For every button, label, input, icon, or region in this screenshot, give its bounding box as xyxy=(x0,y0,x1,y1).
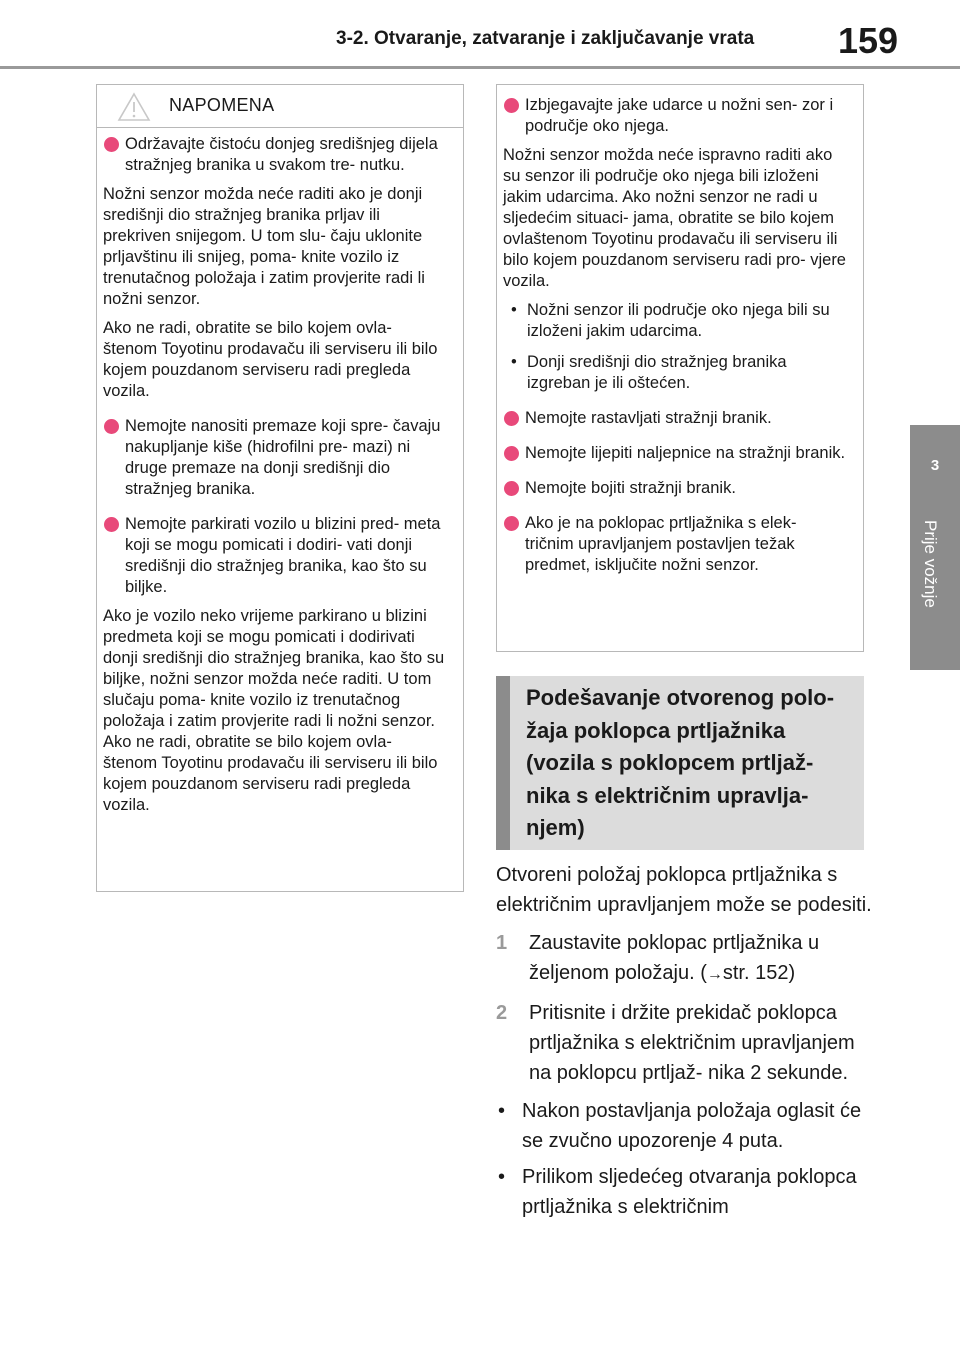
running-header: 3-2. Otvaranje, zatvaranje i zaključavanje vrata xyxy=(336,28,755,49)
sub-list-text: Nožni senzor ili područje oko njega bili su izloženi jakim udarcima. xyxy=(527,301,830,340)
bullet-dot-icon xyxy=(504,411,519,426)
sub-list-item: • Donji središnji dio stražnjeg branika izgreban je ili oštećen. xyxy=(511,353,787,392)
page-number: 159 xyxy=(838,20,899,61)
bullet-dot-icon xyxy=(504,481,519,496)
bullet-text: Ako je na poklopac prtljažnika s elek- tričnim upravljanjem postavljen težak predmet, isključite nožni senzor. xyxy=(525,514,797,574)
bullet-dot-icon xyxy=(104,419,119,434)
note-header xyxy=(97,85,463,128)
sub-list-text: Donji središnji dio stražnjeg branika izgreban je ili oštećen. xyxy=(527,353,787,392)
note-box-right xyxy=(496,84,864,652)
bullet-dot-icon xyxy=(504,446,519,461)
paragraph: Ako je vozilo neko vrijeme parkirano u blizini predmeta koji se mogu pomicati i dodirivati donji središnji dio stražnjeg branika, kao što su biljke, nožni senzor možda neće raditi. U tom slučaju poma- knite vozilo iz trenutačnog položaja i zatim provjerite radi li nožni senzor. xyxy=(103,607,445,730)
section-heading-box xyxy=(496,676,864,850)
list-item xyxy=(103,514,449,598)
chapter-number: 3 xyxy=(930,457,940,474)
step-text: Zaustavite poklopac prtljažnika u željenom položaju. ( xyxy=(529,932,820,984)
bullet-text: Nemojte parkirati vozilo u blizini pred- meta koji se mogu pomicati i dodiri- vati donji središnji dio stražnjeg branika, kao što su biljke. xyxy=(125,515,441,596)
note-body-right xyxy=(497,85,863,594)
step-text: Pritisnite i držite prekidač poklopca prtljažnika s električnim upravljanjem na poklopcu prtljaž- nika 2 sekunde. xyxy=(529,1002,855,1084)
arrow-right-icon: → xyxy=(706,966,723,983)
main-content xyxy=(496,860,876,1228)
intro-paragraph: Otvoreni položaj poklopca prtljažnika s električnim upravljanjem može se podesiti. xyxy=(496,864,872,916)
chapter-tab xyxy=(910,425,960,670)
note-box-left xyxy=(96,84,464,892)
bullet-dot-icon xyxy=(504,516,519,531)
note-title: NAPOMENA xyxy=(169,95,275,115)
chapter-label: Prije vožnje xyxy=(921,520,940,608)
paragraph: Ako ne radi, obratite se bilo kojem ovla- štenom Toyotinu prodavaču ili serviseru ili bilo kojem pouzdanom serviseru radi pregleda vozila. xyxy=(103,733,438,814)
list-item xyxy=(103,416,449,500)
bullet-dot-icon xyxy=(104,517,119,532)
list-item: • Prilikom sljedećeg otvaranja poklopca prtljažnika s električnim xyxy=(498,1166,857,1218)
sub-list-item: • Nožni senzor ili područje oko njega bili su izloženi jakim udarcima. xyxy=(511,301,830,340)
step-number: 2 xyxy=(496,1002,508,1024)
bullet-text: Nemojte nanositi premaze koji spre- čavaju nakupljanje kiše (hidrofilni pre- mazi) ni druge premaze na donji središnji dio stražnjeg branika. xyxy=(125,417,441,498)
list-item xyxy=(503,513,849,576)
bullet-text: Nemojte bojiti stražnji branik. xyxy=(525,479,736,497)
step-number: 1 xyxy=(496,932,508,954)
header-divider xyxy=(0,66,960,69)
bullet-text: Izbjegavajte jake udarce u nožni sen- zor i područje oko njega. xyxy=(525,96,834,135)
section-accent-bar xyxy=(496,676,510,850)
bullet-text: Prilikom sljedećeg otvaranja poklopca prtljažnika s električnim xyxy=(522,1166,857,1218)
bullet-text: Održavajte čistoću donjeg središnjeg dijela stražnjeg branika u svakom tre- nutku. xyxy=(125,135,438,174)
list-item: • Nakon postavljanja položaja oglasit će se zvučno upozorenje 4 puta. xyxy=(498,1100,862,1152)
list-item xyxy=(503,443,849,464)
bullet-text: Nemojte lijepiti naljepnice na stražnji branik. xyxy=(525,444,846,462)
paragraph: Nožni senzor možda neće ispravno raditi ako su senzor ili područje oko njega bili izloženi jakim udarcima. Ako nožni senzor ne radi u sljedećim situaci- jama, obratite se bilo kojem ovlaštenom Toyotinu prodavaču ili serviseru ili bilo kojem pouzdanom serviseru radi pro- vjere vozila. xyxy=(503,146,846,290)
paragraph: Ako ne radi, obratite se bilo kojem ovla- štenom Toyotinu prodavaču ili serviseru ili bilo kojem pouzdanom serviseru radi pregleda vozila. xyxy=(103,319,438,400)
step-item xyxy=(496,998,876,1088)
list-item xyxy=(103,134,449,176)
bullet-text: Nemojte rastavljati stražnji branik. xyxy=(525,409,772,427)
bullet-dot-icon xyxy=(504,98,519,113)
bullet-text: Nakon postavljanja položaja oglasit će se zvučno upozorenje 4 puta. xyxy=(522,1100,862,1152)
list-item xyxy=(503,95,849,137)
warning-triangle-icon xyxy=(117,92,151,122)
bullet-dot-icon xyxy=(104,137,119,152)
paragraph: Nožni senzor možda neće raditi ako je donji središnji dio stražnjeg branika prljav ili prekriven snijegom. U tom slu- čaju uklonite prljavštinu ili snijeg, poma- knite vozilo iz trenutačnog položaja i zatim provjerite radi li nožni senzor. xyxy=(103,185,425,308)
step-reference: str. 152) xyxy=(722,962,796,984)
note-body-left xyxy=(97,128,463,826)
list-item xyxy=(503,408,849,429)
section-title: Podešavanje otvorenog polo- žaja poklopca prtljažnika (vozila s poklopcem prtljaž- nika s električnim upravlja- njem) xyxy=(526,685,835,840)
step-item xyxy=(496,928,876,990)
list-item xyxy=(503,478,849,499)
